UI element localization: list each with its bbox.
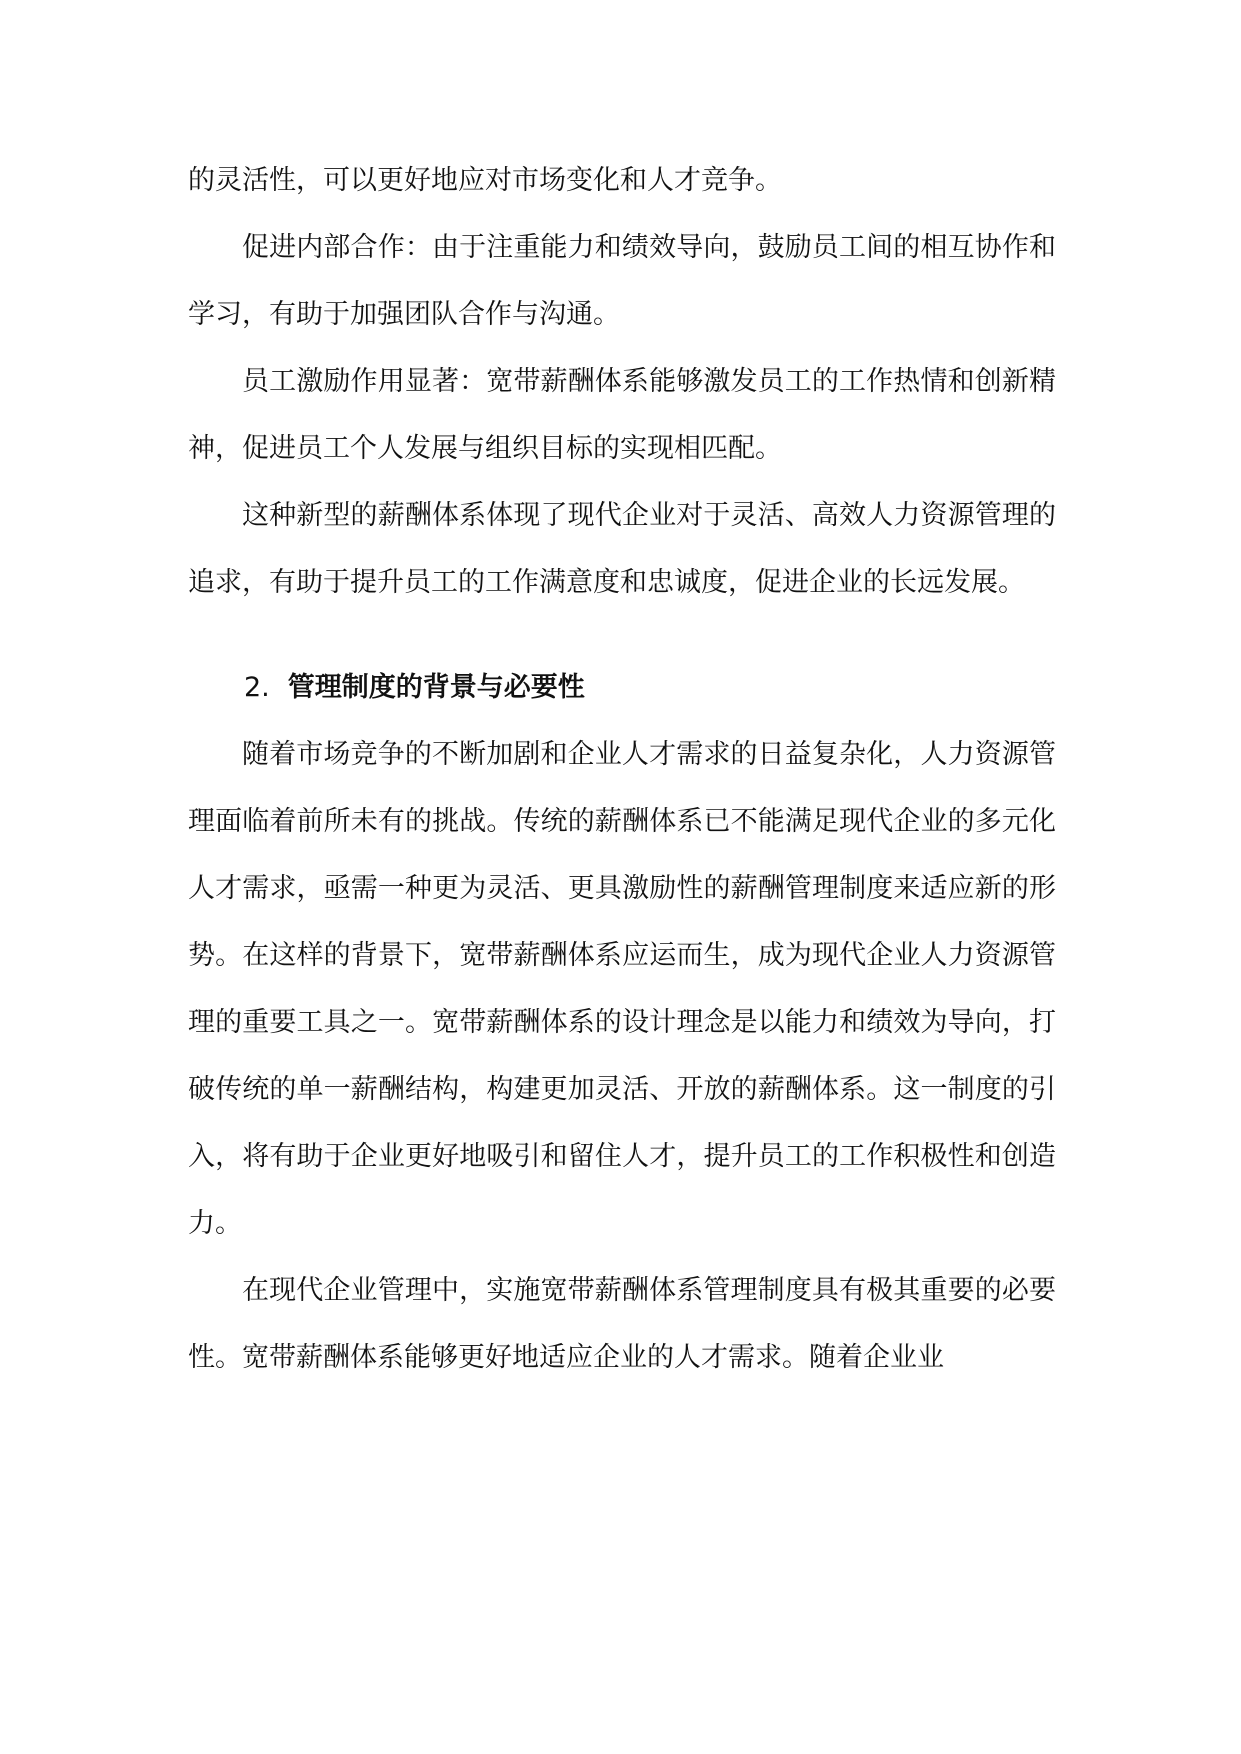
paragraph-necessity: 在现代企业管理中，实施宽带薪酬体系管理制度具有极其重要的必要性。宽带薪酬体系能够更好地适应企业的人才需求。随着企业业 xyxy=(188,1275,1056,1373)
section-heading xyxy=(188,654,1056,721)
paragraph-employee-incentive: 员工激励作用显著：宽带薪酬体系能够激发员工的工作热情和创新精神，促进员工个人发展与组织目标的实现相匹配。 xyxy=(188,366,1056,464)
document-body xyxy=(188,147,1056,1391)
section-number: 2. xyxy=(244,672,270,703)
paragraph-internal-cooperation: 促进内部合作：由于注重能力和绩效导向，鼓励员工间的相互协作和学习，有助于加强团队合作与沟通。 xyxy=(188,232,1056,330)
paragraph-summary: 这种新型的薪酬体系体现了现代企业对于灵活、高效人力资源管理的追求，有助于提升员工的工作满意度和忠诚度，促进企业的长远发展。 xyxy=(188,500,1056,598)
section-title: 管理制度的背景与必要性 xyxy=(287,672,585,703)
paragraph-background: 随着市场竞争的不断加剧和企业人才需求的日益复杂化，人力资源管理面临着前所未有的挑战。传统的薪酬体系已不能满足现代企业的多元化人才需求，亟需一种更为灵活、更具激励性的薪酬管理制度来适应新的形势。在这样的背景下，宽带薪酬体系应运而生，成为现代企业人力资源管理的重要工具之一。宽带薪酬体系的设计理念是以能力和绩效为导向，打破传统的单一薪酬结构，构建更加灵活、开放的薪酬体系。这一制度的引入，将有助于企业更好地吸引和留住人才，提升员工的工作积极性和创造力。 xyxy=(188,739,1056,1239)
paragraph-continuation: 的灵活性，可以更好地应对市场变化和人才竞争。 xyxy=(188,165,782,196)
